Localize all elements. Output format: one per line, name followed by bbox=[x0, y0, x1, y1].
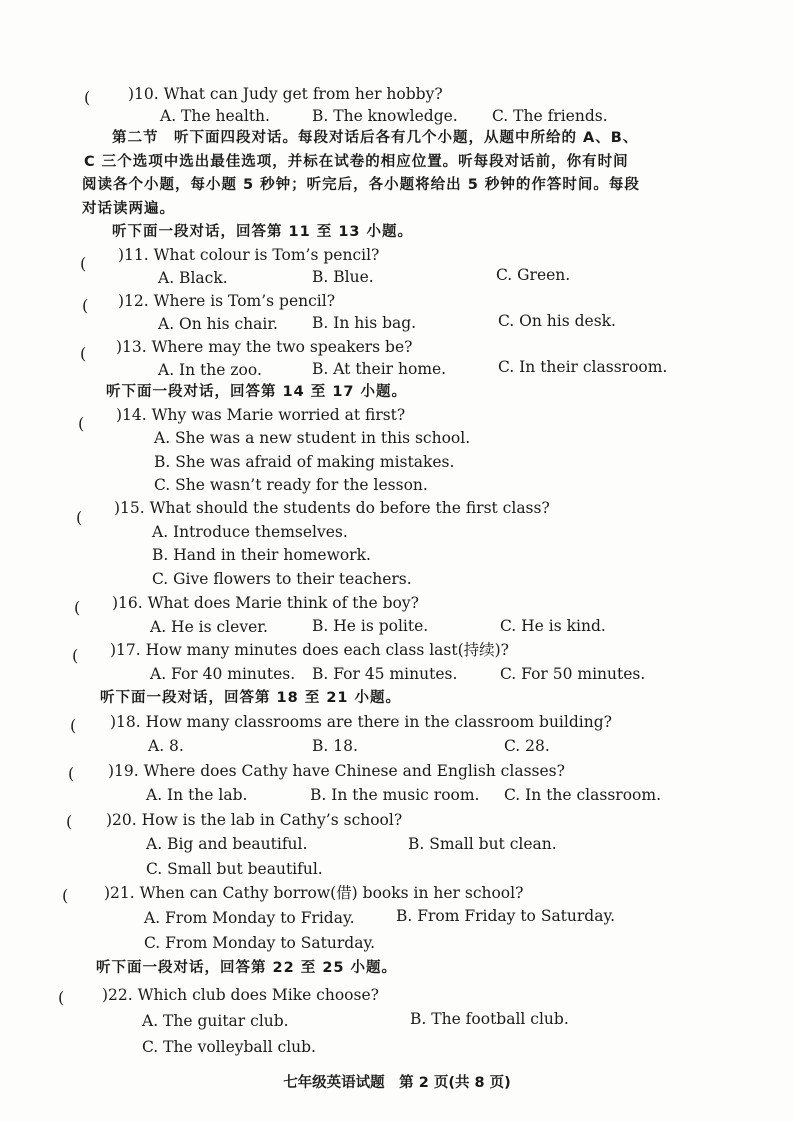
dialogue-1-heading: 听下面一段对话，回答第 11 至 13 小题。 bbox=[112, 224, 414, 240]
q17-option-c: C. For 50 minutes. bbox=[500, 665, 646, 683]
section2-line2: C 三个选项中选出最佳选项，并标在试卷的相应位置。听每段对话前，你有时间 bbox=[84, 154, 629, 170]
q21-option-c: C. From Monday to Saturday. bbox=[144, 934, 376, 952]
q19-option-a: A. In the lab. bbox=[146, 786, 248, 804]
answer-bracket: ( bbox=[68, 764, 75, 783]
q19-option-c: C. In the classroom. bbox=[504, 786, 661, 804]
answer-bracket: ( bbox=[80, 344, 87, 363]
q13-option-c: C. In their classroom. bbox=[498, 358, 668, 376]
q18-option-a: A. 8. bbox=[148, 737, 184, 755]
answer-bracket: ( bbox=[82, 296, 89, 315]
dialogue-2-heading: 听下面一段对话，回答第 14 至 17 小题。 bbox=[106, 384, 408, 400]
q15-option-c: C. Give flowers to their teachers. bbox=[152, 570, 412, 588]
answer-bracket: ( bbox=[70, 716, 77, 735]
q12-option-b: B. In his bag. bbox=[312, 314, 417, 332]
q22-option-a: A. The guitar club. bbox=[142, 1012, 289, 1030]
q17-option-a: A. For 40 minutes. bbox=[150, 665, 296, 683]
q15-option-b: B. Hand in their homework. bbox=[152, 546, 371, 564]
question-18: )18. How many classrooms are there in the classroom building? bbox=[110, 713, 612, 731]
answer-bracket: ( bbox=[62, 886, 69, 905]
answer-bracket: ( bbox=[72, 646, 79, 665]
q10-option-a: A. The health. bbox=[160, 107, 270, 125]
dialogue-3-heading: 听下面一段对话，回答第 18 至 21 小题。 bbox=[100, 690, 402, 706]
q16-option-a: A. He is clever. bbox=[150, 618, 268, 636]
answer-bracket: ( bbox=[84, 88, 91, 107]
question-17: )17. How many minutes does each class last(持续)? bbox=[110, 641, 509, 659]
q16-option-c: C. He is kind. bbox=[500, 617, 606, 635]
answer-bracket: ( bbox=[58, 988, 65, 1007]
q18-option-b: B. 18. bbox=[312, 737, 358, 755]
section2-line4: 对话读两遍。 bbox=[82, 201, 175, 217]
q22-option-c: C. The volleyball club. bbox=[142, 1038, 316, 1056]
answer-bracket: ( bbox=[76, 508, 83, 527]
question-14: )14. Why was Marie worried at first? bbox=[116, 406, 406, 424]
q12-option-c: C. On his desk. bbox=[498, 312, 616, 330]
page-footer: 七年级英语试题 第 2 页(共 8 页) bbox=[283, 1075, 511, 1091]
q16-option-b: B. He is polite. bbox=[312, 617, 429, 635]
q13-option-a: A. In the zoo. bbox=[158, 361, 262, 379]
q21-option-a: A. From Monday to Friday. bbox=[144, 909, 355, 927]
q14-option-a: A. She was a new student in this school. bbox=[154, 429, 471, 447]
q10-option-c: C. The friends. bbox=[492, 107, 608, 125]
question-19: )19. Where does Cathy have Chinese and English classes? bbox=[108, 762, 565, 780]
q17-option-b: B. For 45 minutes. bbox=[312, 665, 458, 683]
q22-option-b: B. The football club. bbox=[410, 1010, 569, 1028]
q15-option-a: A. Introduce themselves. bbox=[152, 523, 348, 541]
answer-bracket: ( bbox=[66, 812, 73, 831]
q20-option-c: C. Small but beautiful. bbox=[146, 860, 323, 878]
question-13: )13. Where may the two speakers be? bbox=[116, 338, 413, 356]
section2-line3: 阅读各个小题，每小题 5 秒钟；听完后，各小题将给出 5 秒钟的作答时间。每段 bbox=[82, 177, 640, 193]
question-15: )15. What should the students do before the first class? bbox=[114, 499, 550, 517]
question-11: )11. What colour is Tom’s pencil? bbox=[118, 246, 380, 264]
answer-bracket: ( bbox=[74, 598, 81, 617]
question-20: )20. How is the lab in Cathy’s school? bbox=[106, 811, 403, 829]
q12-option-a: A. On his chair. bbox=[158, 315, 278, 333]
q20-option-a: A. Big and beautiful. bbox=[146, 835, 308, 853]
question-22: )22. Which club does Mike choose? bbox=[102, 986, 379, 1004]
answer-bracket: ( bbox=[80, 254, 87, 273]
q14-option-b: B. She was afraid of making mistakes. bbox=[154, 453, 455, 471]
q10-option-b: B. The knowledge. bbox=[312, 107, 458, 125]
q11-option-c: C. Green. bbox=[496, 266, 571, 284]
q13-option-b: B. At their home. bbox=[312, 360, 447, 378]
q11-option-a: A. Black. bbox=[158, 269, 228, 287]
question-10: )10. What can Judy get from her hobby? bbox=[128, 85, 443, 103]
section2-line1: 第二节 听下面四段对话。每段对话后各有几个小题，从题中所给的 A、B、 bbox=[112, 130, 639, 146]
q21-option-b: B. From Friday to Saturday. bbox=[396, 907, 616, 925]
q18-option-c: C. 28. bbox=[504, 737, 550, 755]
question-21: )21. When can Cathy borrow(借) books in her school? bbox=[104, 884, 524, 902]
q14-option-c: C. She wasn’t ready for the lesson. bbox=[154, 476, 428, 494]
answer-bracket: ( bbox=[78, 414, 85, 433]
q19-option-b: B. In the music room. bbox=[310, 786, 480, 804]
question-16: )16. What does Marie think of the boy? bbox=[112, 594, 419, 612]
question-12: )12. Where is Tom’s pencil? bbox=[118, 292, 336, 310]
q11-option-b: B. Blue. bbox=[312, 268, 374, 286]
q20-option-b: B. Small but clean. bbox=[408, 835, 557, 853]
dialogue-4-heading: 听下面一段对话，回答第 22 至 25 小题。 bbox=[96, 960, 398, 976]
